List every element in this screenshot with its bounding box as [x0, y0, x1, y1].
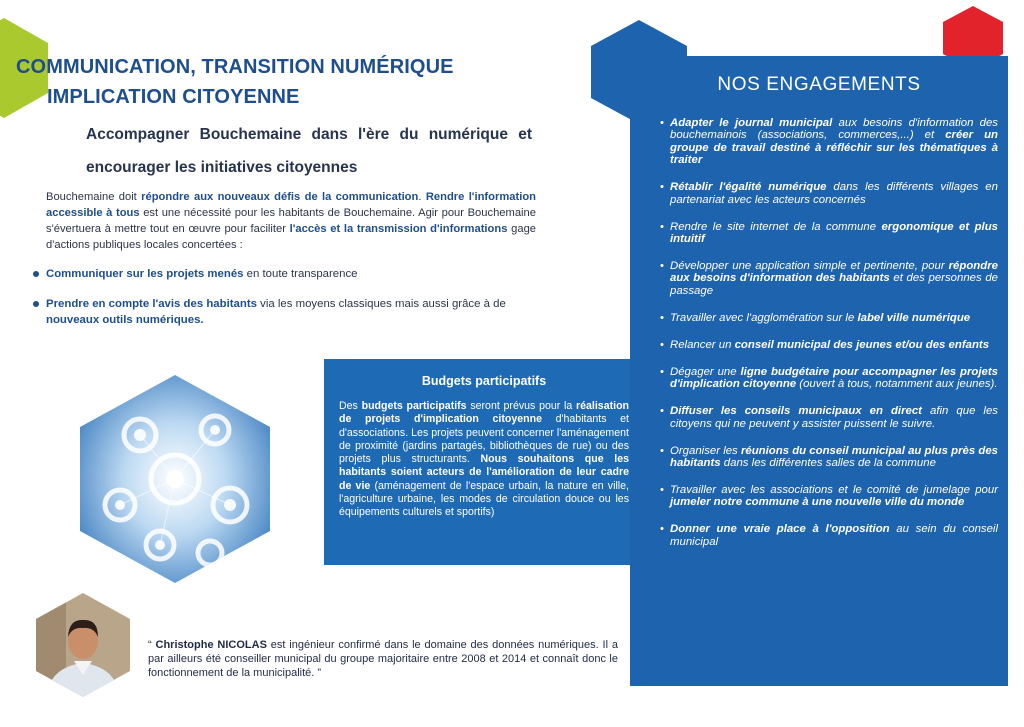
bullet-text: via les moyens classiques mais aussi grâce à de	[256, 298, 506, 310]
engagement-text: Développer une application simple et pertinente, pour	[670, 260, 949, 273]
engagement-text: Travailler avec les associations et le comité de jumelage pour	[670, 484, 998, 497]
subtitle-line-2: encourager les initiatives citoyennes	[86, 159, 358, 176]
subtitle-line-1: Accompagner Bouchemaine dans l'ère du numérique et	[86, 126, 532, 143]
portrait-photo	[36, 593, 130, 697]
engagement-text: Organiser les	[670, 444, 741, 457]
budget-text-2: seront prévus pour la	[466, 400, 577, 412]
engagement-bold-2: ergonomique et plus intuitif	[670, 220, 999, 246]
engagement-text-2: et des personnes de passage	[670, 272, 998, 297]
budget-text-1: Des	[339, 400, 362, 412]
engagement-bold-2: label ville numérique	[857, 311, 971, 324]
bullet-bold: Prendre en compte l'avis des habitants	[46, 298, 257, 310]
budgets-participatifs-box	[324, 359, 640, 565]
engagement-item	[660, 445, 998, 470]
intro-text-1: Bouchemaine doit	[46, 191, 142, 203]
engagements-list	[660, 117, 998, 563]
budget-text-3: d'habitants et d'associations. Les projets peuvent concerner l'aménagement de proximité (jardins partagés, bibliothèques de rue) ou des projets plus structurants.	[339, 413, 629, 466]
quote-paragraph	[148, 638, 618, 681]
engagement-item	[660, 181, 998, 206]
engagement-item	[660, 523, 998, 548]
engagement-item	[660, 117, 998, 167]
quote-author-name: Christophe NICOLAS	[155, 639, 267, 651]
engagement-item	[660, 484, 998, 509]
engagement-bold: Donner une vraie place à l'opposition	[670, 523, 890, 536]
engagement-text: Relancer un	[670, 338, 735, 351]
intro-bold-2: Rendre l'information accessible à tous	[46, 191, 536, 219]
engagement-text: Rendre le site internet de la commune	[670, 220, 882, 233]
engagement-text-2: (ouvert à tous, notamment aux jeunes).	[796, 378, 998, 391]
engagements-title: NOS ENGAGEMENTS	[717, 74, 921, 95]
engagement-bold-2: ligne budgétaire pour accompagner les projets d'implication citoyenne	[670, 365, 998, 391]
title-line-1: COMMUNICATION, TRANSITION NUMÉRIQUE	[16, 56, 454, 78]
intro-bullet-list	[32, 266, 538, 342]
engagement-bold: Adapter le journal municipal	[670, 117, 833, 129]
bullet-bold: Communiquer sur les projets menés	[46, 268, 244, 280]
engagement-item	[660, 260, 998, 297]
engagement-bold: Rétablir l'égalité numérique	[670, 181, 827, 194]
engagements-panel	[630, 56, 1008, 686]
engagement-text: dans les différents villages en partenariat avec les acteurs concernés	[670, 181, 998, 206]
quote-text: est ingénieur confirmé dans le domaine des données numériques. Il a par ailleurs été conseiller municipal du groupe majoritaire entre 2008 et 2014 et connaît donc le fonctionnement de la municipalité. ”	[148, 639, 618, 680]
engagement-text: afin que les citoyens qui ne peuvent y assister puissent le suivre.	[670, 405, 998, 430]
page-subtitle	[86, 118, 532, 184]
engagement-text-2: dans les différentes salles de la commune	[720, 457, 936, 470]
intro-text-3: est une nécessité pour les habitants de Bouchemaine. Agir pour Bouchemaine s'évertuera à mettre tout en œuvre pour faciliter	[46, 207, 536, 235]
page-title	[16, 52, 454, 112]
intro-bold-3: l'accès et la transmission d'informations	[289, 223, 508, 235]
engagement-bold-2: conseil municipal des jeunes et/ou des enfants	[734, 338, 990, 351]
intro-bold-1: répondre aux nouveaux défis de la communication	[141, 191, 419, 203]
title-line-2: IMPLICATION CITOYENNE	[47, 86, 300, 108]
intro-text-4: gage d'actions publiques locales concertées :	[46, 223, 537, 251]
bullet-item	[32, 296, 538, 328]
engagement-text: Dégager une	[670, 365, 741, 378]
budget-text-4: (aménagement de l'espace urbain, la nature en ville, l'agriculture urbaine, les modes de circulation douce ou les équipements culturels et sportifs)	[339, 479, 629, 519]
bullet-text: en toute transparence	[243, 268, 358, 280]
engagement-bold-2: jumeler notre commune à une nouvelle ville du monde	[670, 496, 965, 509]
budget-bold-3: Nous souhaitons que les habitants soient acteurs de l'amélioration de leur cadre de vie	[339, 453, 629, 492]
engagement-bold-2: réunions du conseil municipal au plus près des habitants	[670, 444, 999, 470]
engagement-item	[660, 312, 998, 324]
engagement-item	[660, 405, 998, 430]
engagement-text: au sein du conseil municipal	[670, 523, 998, 548]
intro-paragraph	[46, 189, 536, 253]
engagement-bold-2: créer un groupe de travail destiné à réfléchir sur les thématiques à traiter	[670, 129, 999, 167]
engagement-item	[660, 339, 998, 351]
engagement-bold-2: répondre aux besoins d'information des habitants	[670, 260, 998, 285]
engagement-text: Travailler avec l'agglomération sur le	[670, 311, 858, 324]
engagement-text: aux besoins d'information des bouchemainois (associations, commerces,...) et	[670, 117, 998, 142]
engagement-bold: Diffuser les conseils municipaux en direct	[670, 405, 922, 418]
budget-bold-1: budgets participatifs	[361, 400, 467, 412]
engagement-item	[660, 221, 998, 246]
digital-technology-hexagon-image	[80, 375, 270, 583]
bullet-bold-2: nouveaux outils numériques.	[46, 314, 204, 326]
intro-text-2: .	[418, 191, 426, 203]
quote-open: “	[148, 639, 156, 651]
budget-bold-2: réalisation de projets d'implication citoyenne	[339, 400, 630, 426]
budget-box-text	[339, 400, 629, 520]
engagement-item	[660, 366, 998, 391]
budget-box-title: Budgets participatifs	[421, 374, 547, 388]
bullet-item	[32, 266, 538, 282]
